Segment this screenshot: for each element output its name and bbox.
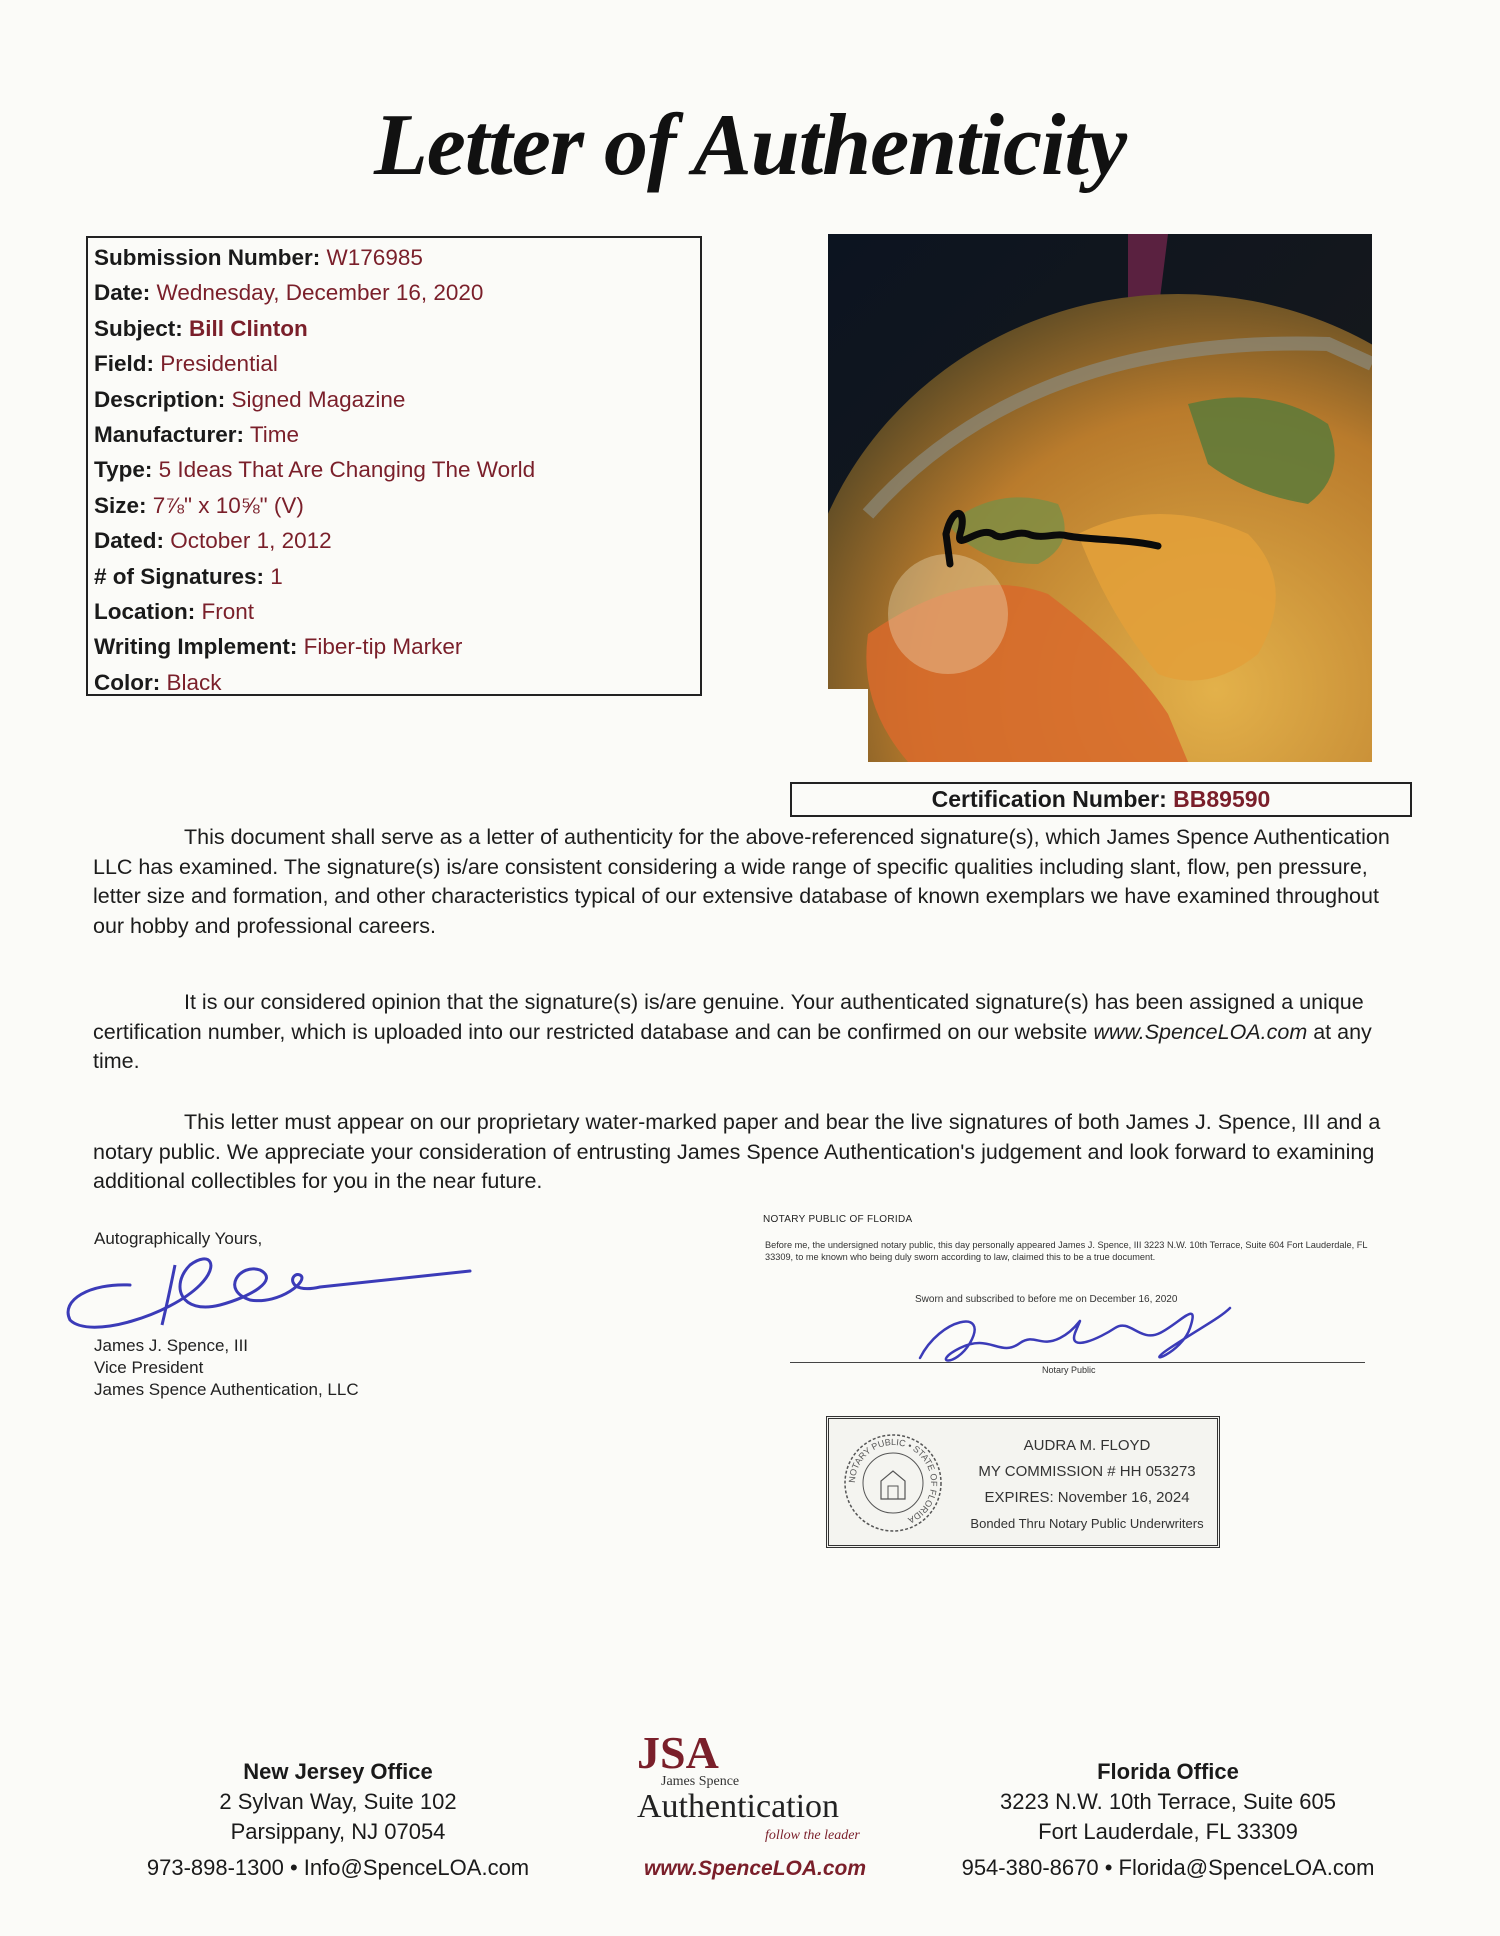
globe-image xyxy=(828,234,1372,762)
detail-row xyxy=(94,311,694,346)
notary-stamp xyxy=(826,1416,1220,1548)
detail-row xyxy=(94,523,694,558)
detail-value: Black xyxy=(166,669,222,695)
fl-office: Florida Office 3223 N.W. 10th Terrace, Suite 605 Fort Lauderdale, FL 33309 954-380-8670 • Florida@SpenceLOA.com xyxy=(961,1759,1375,1880)
signer-name: James J. Spence, III xyxy=(94,1336,249,1355)
detail-label: Writing Implement: xyxy=(94,634,298,660)
detail-value: W176985 xyxy=(326,245,423,270)
detail-label: Color: xyxy=(94,669,161,695)
detail-label: Type: xyxy=(94,457,153,483)
detail-value: 1 xyxy=(270,563,283,589)
certification-number: BB89590 xyxy=(1173,786,1271,812)
detail-label: Location: xyxy=(94,599,196,625)
jsa-logo: JSA James Spence Authentication follow the leader xyxy=(637,1727,860,1843)
detail-value: Fiber-tip Marker xyxy=(303,634,463,660)
detail-value: Wednesday, December 16, 2020 xyxy=(156,280,484,306)
paragraph-3: This letter must appear on our proprietary water-marked paper and bear the live signatures of both James J. Spence, III and a notary public. We appreciate your consideration of entrusting James Spence Authentication's judgement and look forward to examining additional collectibles for you in the near future. xyxy=(93,1110,1381,1193)
signer-title: Vice President xyxy=(94,1358,204,1377)
seal-text: NOTARY PUBLIC • STATE OF FLORIDA xyxy=(846,1436,940,1526)
svg-text:NOTARY PUBLIC • STATE OF FLORI xyxy=(847,1437,939,1526)
notary-sworn-text: Sworn and subscribed to before me on December 16, 2020 xyxy=(915,1294,1178,1305)
details-box xyxy=(86,236,702,696)
certification-label: Certification Number: xyxy=(931,786,1167,812)
detail-row xyxy=(94,629,694,664)
detail-row xyxy=(94,382,694,417)
logo-url[interactable]: www.SpenceLOA.com xyxy=(643,1857,867,1880)
spence-signature xyxy=(50,1225,480,1335)
stamp-text: AUDRA M. FLOYD MY COMMISSION # HH 053273 EXPIRES: November 16, 2024 Bonded Thru Notary Public Underwriters xyxy=(970,1437,1204,1531)
detail-label: Size: xyxy=(94,492,147,518)
website-link[interactable]: www.SpenceLOA.com xyxy=(1093,1019,1308,1044)
logo-letters: JSA xyxy=(637,1727,719,1778)
detail-label: Subject: xyxy=(94,315,183,341)
detail-row xyxy=(94,594,694,629)
detail-row xyxy=(94,488,694,523)
detail-label: Manufacturer: xyxy=(94,422,245,448)
detail-value: October 1, 2012 xyxy=(170,528,332,554)
detail-row xyxy=(94,417,694,452)
detail-value: 5 Ideas That Are Changing The World xyxy=(158,457,536,483)
notary-public-label: Notary Public xyxy=(1042,1365,1096,1375)
item-photo xyxy=(828,234,1372,762)
detail-label: # of Signatures: xyxy=(94,563,265,589)
detail-row xyxy=(94,665,694,700)
detail-label: Submission Number: xyxy=(94,245,321,270)
detail-value: Signed Magazine xyxy=(231,386,406,412)
detail-value: Front xyxy=(201,599,255,625)
paragraph-2: It is our considered opinion that the signature(s) is/are genuine. Your authenticated signature(s) has been assigned a unique certification number, which is uploaded into our restricted database and can be confirmed on our website www.SpenceLOA.com at any time. xyxy=(93,990,1372,1073)
certification-box xyxy=(790,782,1412,817)
closing-text: Autographically Yours, xyxy=(94,1229,263,1248)
notary-heading: NOTARY PUBLIC OF FLORIDA xyxy=(763,1214,913,1225)
detail-label: Description: xyxy=(94,386,226,412)
notary-body: Before me, the undersigned notary public, this day personally appeared James J. Spence, III 3223 N.W. 10th Terrace, Suite 604 Fort Lauderdale, FL 33309, to me known who being duly sworn according to law, claimed this to be a true document. xyxy=(765,1240,1368,1262)
signer-company: James Spence Authentication, LLC xyxy=(94,1380,359,1399)
detail-label: Date: xyxy=(94,280,151,306)
detail-row xyxy=(94,452,694,487)
detail-label: Dated: xyxy=(94,528,165,554)
nj-office: New Jersey Office 2 Sylvan Way, Suite 102 Parsippany, NJ 07054 973-898-1300 • Info@SpenceLOA.com xyxy=(146,1759,530,1880)
detail-row xyxy=(94,346,694,381)
page-title: Letter of Authenticity xyxy=(374,97,1126,194)
detail-value: Bill Clinton xyxy=(189,315,308,341)
detail-row xyxy=(94,559,694,594)
detail-value: 7⅞" x 10⅝" (V) xyxy=(152,492,304,518)
detail-label: Field: xyxy=(94,351,154,377)
detail-row xyxy=(94,240,694,275)
detail-value: Time xyxy=(249,422,300,448)
notary-signature-line xyxy=(790,1362,1365,1363)
detail-value: Presidential xyxy=(160,351,278,377)
detail-row xyxy=(94,275,694,310)
paragraph-1: This document shall serve as a letter of authenticity for the above-referenced signature(s), which James Spence Authentication LLC has examined. The signature(s) is/are consistent considering a wide range of specific qualities including slant, flow, pen pressure, letter size and formation, and other characteristics typical of our extensive database of known exemplars we have examined throughout our hobby and professional careers. xyxy=(93,825,1390,938)
notary-seal-icon xyxy=(841,1431,945,1535)
